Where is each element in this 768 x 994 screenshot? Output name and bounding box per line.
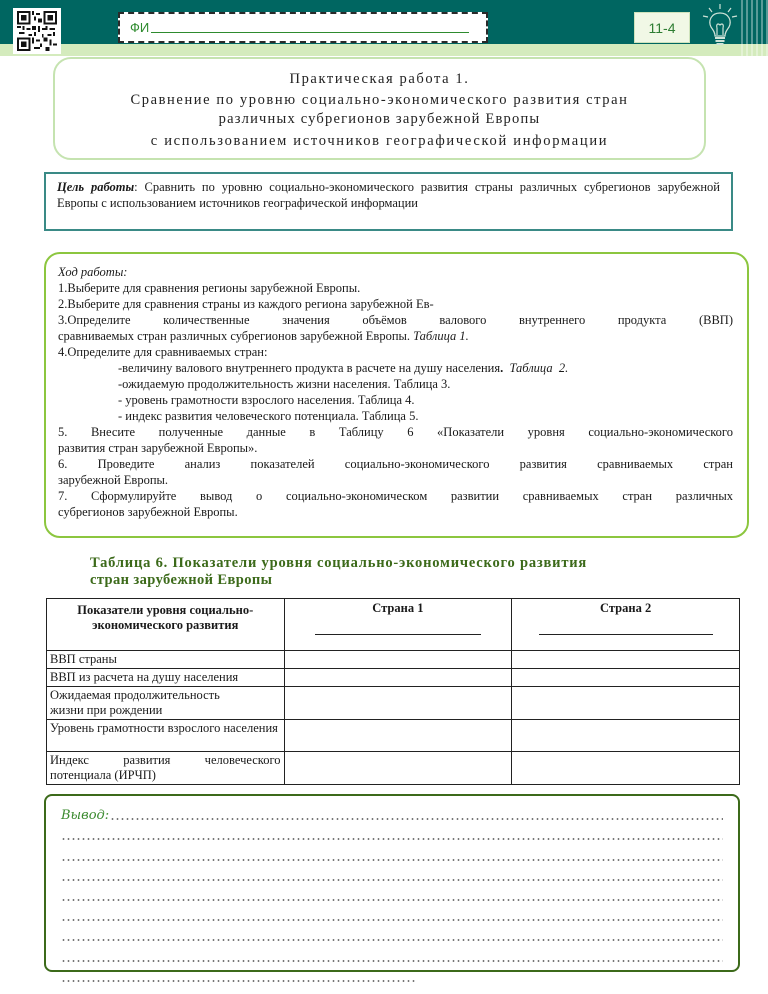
header-country-2 <box>512 599 740 651</box>
dotted-line <box>61 859 723 861</box>
goal-box <box>44 172 733 231</box>
procedure-step-4-item-1-ref: Таблица 2. <box>503 361 569 375</box>
conclusion-line[interactable] <box>61 924 723 944</box>
work-title: Практическая работа 1. <box>289 71 470 87</box>
procedure-step-7a: 7. Сформулируйте вывод о социально-экономическом развитии сравниваемых стран различных <box>58 489 733 503</box>
table-row <box>47 752 740 785</box>
goal-label: Цель работы <box>57 180 135 194</box>
table-row <box>47 669 740 687</box>
procedure-step-2: 2.Выберите для сравнения страны из каждого региона зарубежной Ев- <box>58 297 434 311</box>
header-underband <box>0 44 768 56</box>
cell-country-1[interactable] <box>284 687 512 720</box>
conclusion-box <box>44 794 740 972</box>
work-subtitle-line1: Сравнение по уровню социально-экономического развития стран <box>130 92 629 108</box>
procedure-step-4-item-1 <box>58 360 733 376</box>
conclusion-line[interactable] <box>61 864 723 884</box>
decorative-stripes <box>738 0 768 90</box>
table-row <box>47 651 740 669</box>
lightbulb-icon <box>700 2 740 50</box>
dotted-line <box>110 818 723 820</box>
procedure-step-4-item-2: -ожидаемую продолжительность жизни населения. Таблица 3. <box>118 377 451 391</box>
country-1-name-field[interactable] <box>315 634 481 635</box>
procedure-step-4-item-3: - уровень грамотности взрослого населения. Таблица 4. <box>118 393 415 407</box>
procedure-step-6b: зарубежной Европы. <box>58 473 169 487</box>
table-row <box>47 687 740 720</box>
table-header-row <box>47 599 740 651</box>
row-label: Индекс развития человеческого потенциала (ИРЧП) <box>47 752 285 785</box>
title-box <box>53 57 706 160</box>
conclusion-line[interactable] <box>61 884 723 904</box>
row-label: ВВП из расчета на душу населения <box>47 669 285 687</box>
dotted-line <box>61 960 723 962</box>
indicators-table <box>46 598 740 785</box>
header-country-1-label: Страна 1 <box>372 601 424 615</box>
dotted-line <box>61 899 723 901</box>
dotted-line <box>61 879 723 881</box>
procedure-step-3b-ref: Таблица 1. <box>413 329 469 343</box>
dotted-line <box>61 919 723 921</box>
work-subtitle-line3: с использованием источников географической информации <box>150 133 609 149</box>
table-row <box>47 720 740 752</box>
procedure-step-3b-text: сравниваемых стран различных субрегионов зарубежной Европы. <box>58 329 414 343</box>
header-indicators: Показатели уровня социально-экономического развития <box>47 599 285 651</box>
procedure-box <box>44 252 749 538</box>
name-field-label: ФИ <box>130 20 150 35</box>
table-title-line1: Таблица 6. Показатели уровня социально-экономического развития <box>90 555 588 571</box>
conclusion-line[interactable] <box>61 823 723 843</box>
procedure-step-4: 4.Определите для сравниваемых стран: <box>58 345 268 359</box>
country-2-name-field[interactable] <box>539 634 713 635</box>
procedure-step-5b: развития стран зарубежной Европы». <box>58 441 258 455</box>
conclusion-line[interactable] <box>61 803 723 823</box>
procedure-step-1: 1.Выберите для сравнения регионы зарубежной Европы. <box>58 281 361 295</box>
cell-country-2[interactable] <box>512 651 740 669</box>
procedure-step-3b <box>58 328 733 344</box>
goal-text: : Сравнить по уровню социально-экономического развития страны различных субрегионов зарубежной Европы с использованием источников географической информации <box>57 180 720 210</box>
name-field-underline <box>151 32 469 33</box>
header-country-2-label: Страна 2 <box>600 601 652 615</box>
procedure-step-6a: 6. Проведите анализ показателей социально-экономического развития сравниваемых стран <box>58 457 733 471</box>
cell-country-1[interactable] <box>284 651 512 669</box>
qr-code[interactable] <box>13 8 61 54</box>
procedure-step-4-item-1-dot: . <box>500 361 504 375</box>
conclusion-line[interactable] <box>61 965 723 985</box>
conclusion-line[interactable] <box>61 904 723 924</box>
procedure-step-4-item-4: - индекс развития человеческого потенциала. Таблица 5. <box>118 409 419 423</box>
procedure-step-4-item-1-text: -величину валового внутреннего продукта в расчете на душу населения <box>118 361 501 375</box>
procedure-step-7b: субрегионов зарубежной Европы. <box>58 505 238 519</box>
row-label: Ожидаемая продолжительность жизни при рождении <box>47 687 285 720</box>
procedure-heading: Ход работы: <box>58 265 128 279</box>
header-country-1 <box>284 599 512 651</box>
name-field[interactable] <box>118 12 488 43</box>
procedure-step-3a: 3.Определите количественные значения объёмов валового внутреннего продукта (ВВП) <box>58 313 733 327</box>
cell-country-2[interactable] <box>512 752 740 785</box>
row-label: ВВП страны <box>47 651 285 669</box>
procedure-step-5a: 5. Внесите полученные данные в Таблицу 6 «Показатели уровня социально-экономического <box>58 425 733 439</box>
conclusion-line[interactable] <box>61 944 723 964</box>
page-badge: 11-4 <box>634 12 690 43</box>
dotted-line <box>61 980 416 982</box>
row-label: Уровень грамотности взрослого населения <box>47 720 285 752</box>
dotted-line <box>61 838 723 840</box>
cell-country-1[interactable] <box>284 720 512 752</box>
dotted-line <box>61 939 723 941</box>
cell-country-2[interactable] <box>512 687 740 720</box>
conclusion-line[interactable] <box>61 843 723 863</box>
cell-country-2[interactable] <box>512 669 740 687</box>
cell-country-1[interactable] <box>284 669 512 687</box>
table-title <box>90 555 710 589</box>
cell-country-1[interactable] <box>284 752 512 785</box>
cell-country-2[interactable] <box>512 720 740 752</box>
conclusion-label: Вывод: <box>61 808 110 824</box>
work-subtitle-line2: различных субрегионов зарубежной Европы <box>218 111 541 127</box>
table-title-line2: стран зарубежной Европы <box>90 572 273 588</box>
